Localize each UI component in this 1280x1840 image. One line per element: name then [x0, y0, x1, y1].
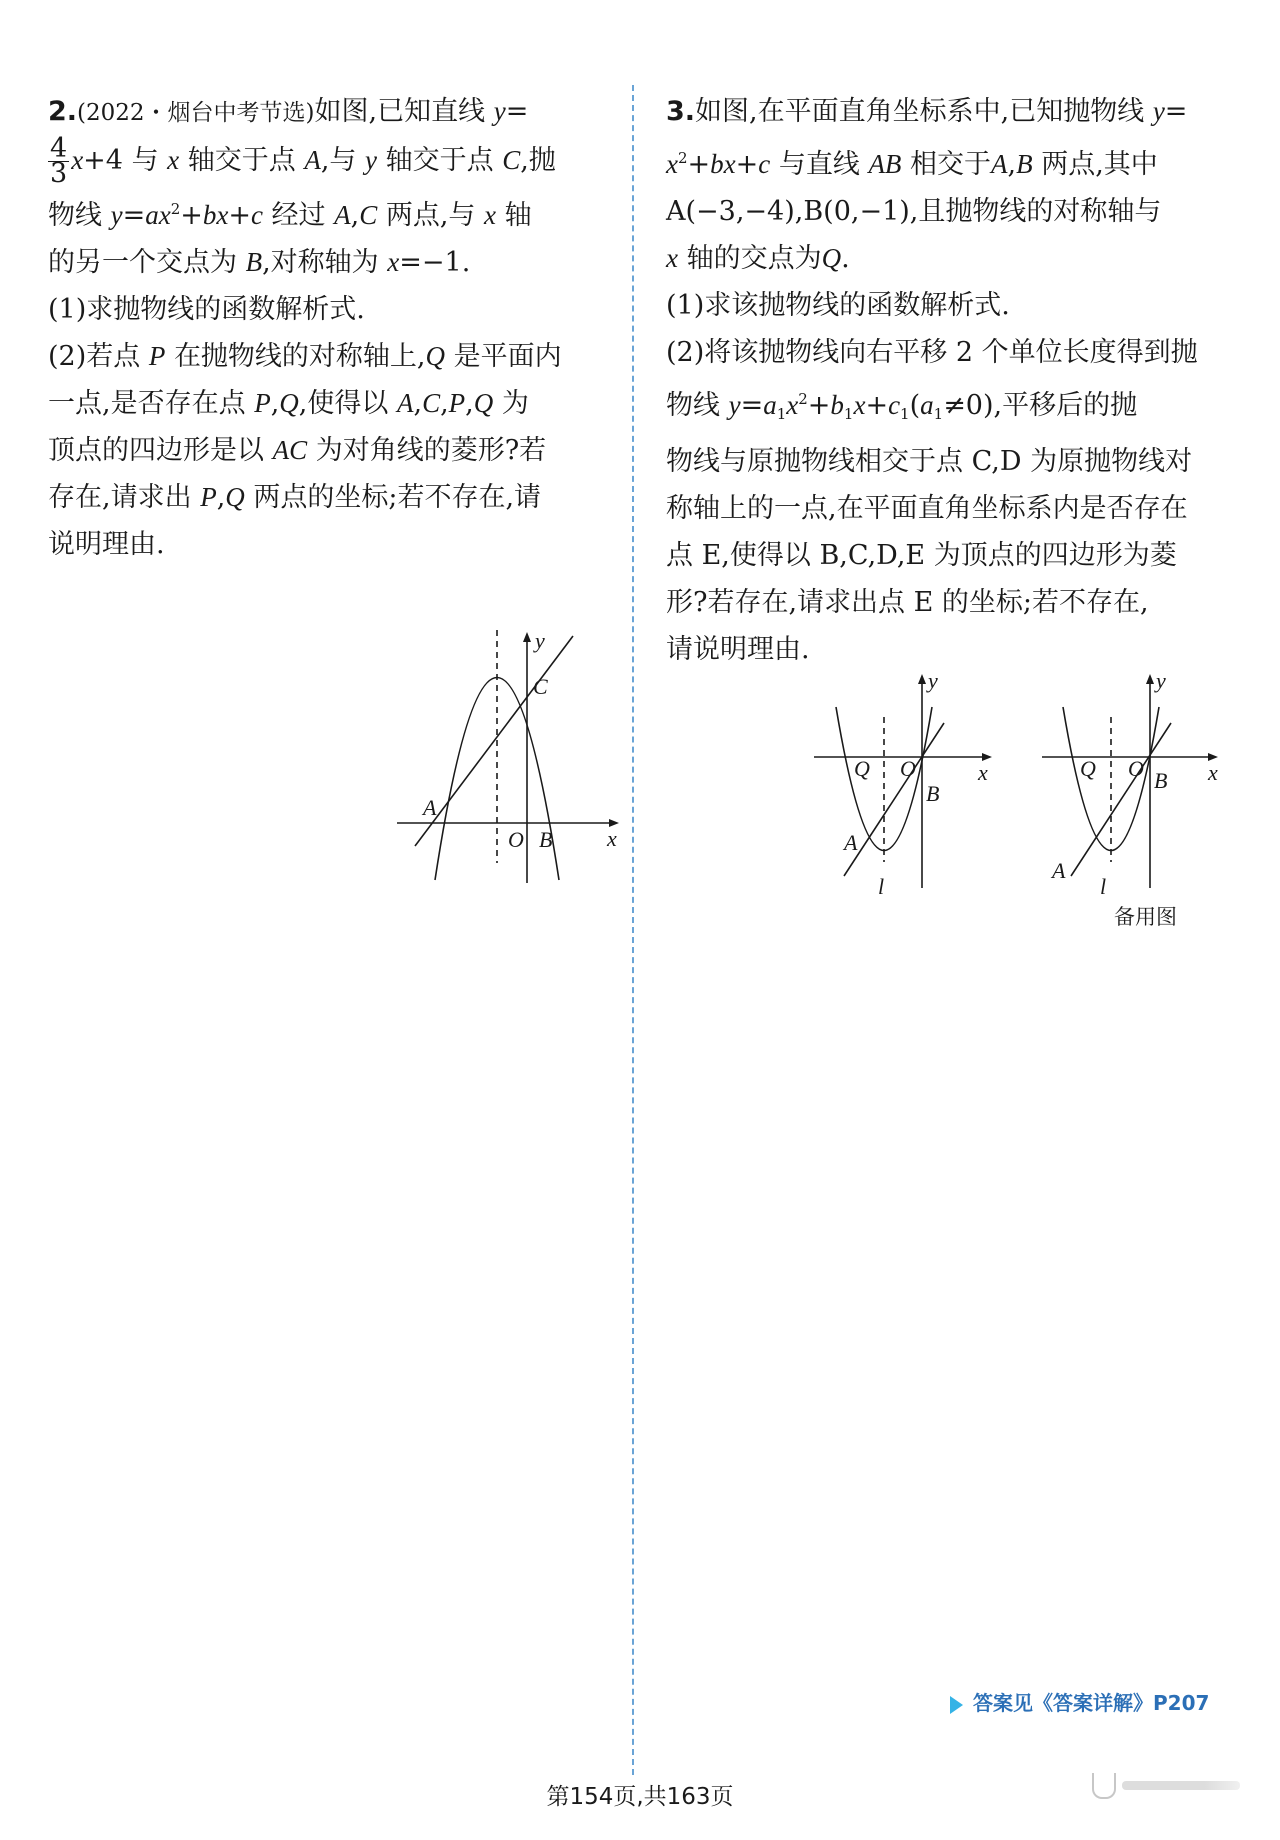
label-a: A — [844, 830, 858, 855]
problem-3-line-2: $x^2+bx+c$ 与直线 AB 相交于A,B 两点,其中 — [666, 149, 1158, 180]
problem-3-line-3: A(−3,−4),B(0,−1),且抛物线的对称轴与 — [666, 196, 1162, 227]
problem-2-part-2-line-4: 存在,请求出 P,Q 两点的坐标;若不存在,请 — [48, 482, 542, 513]
problem-2-part-1: (1)求抛物线的函数解析式. — [48, 294, 365, 325]
label-y: y — [535, 628, 545, 653]
problem-3-part-2-line-7: 请说明理由. — [666, 634, 810, 665]
problem-3-number: 3. — [666, 96, 696, 127]
label-q: Q — [1080, 756, 1096, 781]
line-ab — [1071, 723, 1171, 876]
label-x: x — [1208, 760, 1218, 785]
spare-figure-caption: 备用图 — [1114, 905, 1177, 929]
page-indicator: 第154页,共163页 — [546, 1784, 734, 1810]
problem-3-part-2-line-4: 称轴上的一点,在平面直角坐标系内是否存在 — [666, 493, 1188, 524]
problem-3-part-2-line-3: 物线与原抛物线相交于点 C,D 为原抛物线对 — [666, 446, 1193, 477]
page-scroll-toggle[interactable] — [1092, 1773, 1240, 1799]
fraction-four-thirds: $\frac{4}{3}$ — [50, 133, 68, 189]
problem-2-line-1: 2.(2022・烟台中考节选)如图,已知直线 y= — [48, 96, 529, 127]
problem-2-line-4: 的另一个交点为 B,对称轴为 x=−1. — [48, 247, 471, 278]
label-l: l — [1100, 874, 1107, 899]
line-ac — [415, 636, 573, 846]
label-y: y — [928, 668, 938, 693]
label-o: O — [508, 827, 524, 852]
label-b: B — [1154, 768, 1168, 793]
label-q: Q — [854, 756, 870, 781]
label-a: A — [423, 795, 437, 820]
label-b: B — [539, 827, 553, 852]
problem-3-part-2-line-5: 点 E,使得以 B,C,D,E 为顶点的四边形为菱 — [666, 540, 1177, 571]
label-l: l — [878, 874, 885, 899]
problem-2-line-3: 物线 $y=ax^2+bx+c$ 经过 A,C 两点,与 x 轴 — [48, 200, 532, 231]
answer-reference-text: 答案见《答案详解》P207 — [973, 1691, 1210, 1715]
label-a: A — [1052, 858, 1066, 883]
problem-3-part-2-line-1: (2)将该抛物线向右平移 2 个单位长度得到抛 — [666, 337, 1198, 368]
label-o: O — [900, 756, 916, 781]
problem-2-figure — [395, 618, 635, 886]
problem-2-part-2-line-5: 说明理由. — [48, 529, 165, 560]
column-divider — [632, 85, 634, 1775]
problem-2-line-2: $\frac{4}{3}$ x+4 与 x 轴交于点 A,与 y 轴交于点 C,抛 — [50, 133, 556, 189]
problem-2-part-2-line-1: (2)若点 P 在抛物线的对称轴上,Q 是平面内 — [48, 341, 562, 372]
arrow-right-icon — [950, 1696, 963, 1714]
problem-3-spare-figure — [1032, 662, 1242, 932]
problem-3-line-4: x 轴的交点为Q. — [666, 243, 850, 274]
problem-3-part-1: (1)求该抛物线的函数解析式. — [666, 290, 1010, 321]
problem-3-line-1: 3.如图,在平面直角坐标系中,已知抛物线 y= — [666, 96, 1188, 127]
label-c: C — [533, 674, 548, 699]
label-x: x — [978, 760, 988, 785]
label-b: B — [926, 781, 940, 806]
problem-2-part-2-line-3: 顶点的四边形是以 AC 为对角线的菱形?若 — [48, 435, 547, 466]
scroll-track — [1122, 1781, 1240, 1790]
problem-2 — [48, 88, 623, 568]
label-x: x — [607, 826, 617, 851]
problem-3 — [666, 88, 1241, 673]
problem-3-figure — [810, 662, 1010, 902]
label-o: O — [1128, 756, 1144, 781]
scroll-handle-icon — [1092, 1773, 1116, 1799]
label-y: y — [1156, 668, 1166, 693]
problem-2-source: (2022・烟台中考节选) — [77, 100, 315, 126]
problem-2-number: 2. — [48, 96, 78, 127]
problem-2-part-2-line-2: 一点,是否存在点 P,Q,使得以 A,C,P,Q 为 — [48, 388, 529, 419]
problem-3-part-2-line-6: 形?若存在,请求出点 E 的坐标;若不存在, — [666, 587, 1149, 618]
answer-reference-link[interactable] — [950, 1687, 1209, 1716]
problem-3-part-2-line-2: 物线 $y=a_1x^2+b_1x+c_1(a_1\ne 0)$,平移后的抛 — [666, 390, 1138, 423]
